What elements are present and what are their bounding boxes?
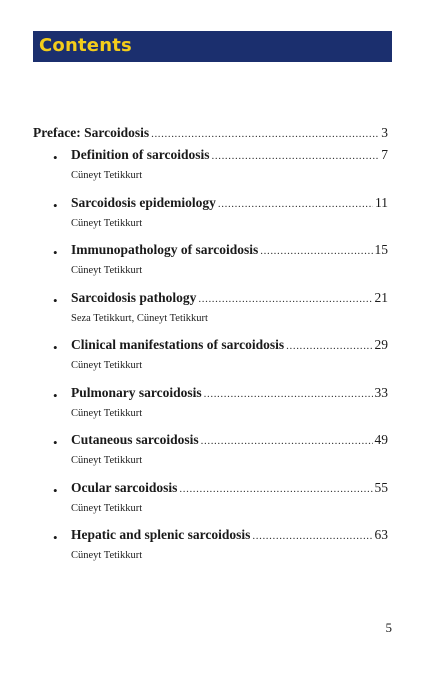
dot-leader: [212, 150, 380, 162]
bullet-icon: •: [53, 435, 58, 450]
bullet-icon: •: [53, 387, 58, 403]
toc-entry-page: 7: [381, 147, 388, 162]
toc-entry[interactable]: [33, 337, 388, 385]
dot-leader: [260, 245, 372, 257]
bullet-icon: •: [53, 197, 58, 213]
toc-entry-author: Cüneyt Tetikkurt: [71, 502, 143, 514]
toc-entry-author: Cüneyt Tetikkurt: [71, 170, 143, 181]
bullet-icon: •: [53, 292, 58, 308]
toc-entry[interactable]: [33, 527, 388, 575]
toc-entry-title: Clinical manifestations of sarcoidosis: [71, 337, 285, 352]
toc-entry[interactable]: [33, 242, 388, 290]
toc-entry[interactable]: [33, 290, 388, 338]
toc-preface-page: 3: [381, 125, 388, 140]
toc-entry-page: 49: [374, 432, 388, 447]
toc-entry-title: Immunopathology of sarcoidosis: [71, 242, 259, 257]
contents-title: Contents: [39, 35, 132, 56]
toc-entry-page: 11: [375, 194, 388, 210]
toc-entry[interactable]: [33, 147, 388, 195]
dot-leader: [218, 198, 373, 210]
dot-leader: [151, 128, 379, 140]
toc-entry-page: 63: [374, 527, 388, 542]
toc-entry[interactable]: [33, 432, 388, 480]
bullet-icon: •: [53, 150, 58, 165]
toc-entry-author: Cüneyt Tetikkurt: [71, 265, 143, 276]
toc-entry-title: Cutaneous sarcoidosis: [71, 432, 199, 447]
toc-entry[interactable]: [33, 195, 388, 243]
bullet-icon: •: [53, 530, 58, 545]
toc-entry-author: Cüneyt Tetikkurt: [71, 455, 143, 466]
toc-entry-title: Ocular sarcoidosis: [71, 479, 178, 495]
toc-entry-page: 29: [374, 337, 388, 352]
bullet-icon: •: [53, 245, 58, 260]
toc-entry-page: 33: [374, 384, 388, 400]
toc-entry-page: 21: [374, 289, 388, 305]
toc-entry-author: Cüneyt Tetikkurt: [71, 550, 143, 561]
page-number: 5: [385, 620, 392, 635]
table-of-contents: [33, 125, 388, 575]
toc-preface-title: Preface: Sarcoidosis: [33, 125, 150, 140]
toc-entry-author: Cüneyt Tetikkurt: [71, 217, 143, 229]
toc-preface[interactable]: [33, 125, 388, 147]
toc-entry[interactable]: [33, 480, 388, 528]
toc-entry-title: Definition of sarcoidosis: [71, 147, 210, 162]
dot-leader: [286, 340, 372, 352]
toc-entry[interactable]: [33, 385, 388, 433]
contents-header-banner: [33, 31, 392, 62]
toc-entry-title: Pulmonary sarcoidosis: [71, 384, 202, 400]
bullet-icon: •: [53, 340, 58, 355]
toc-entry-author: Cüneyt Tetikkurt: [71, 407, 143, 419]
toc-entry-title: Sarcoidosis epidemiology: [71, 194, 216, 210]
dot-leader: [179, 483, 372, 495]
toc-entry-page: 55: [374, 479, 388, 495]
toc-entry-author: Cüneyt Tetikkurt: [71, 360, 143, 371]
dot-leader: [201, 435, 373, 447]
dot-leader: [198, 293, 372, 305]
toc-entry-page: 15: [374, 242, 388, 257]
dot-leader: [204, 388, 373, 400]
toc-entry-author: Seza Tetikkurt, Cüneyt Tetikkurt: [71, 312, 208, 324]
toc-entry-title: Sarcoidosis pathology: [71, 289, 197, 305]
toc-entry-title: Hepatic and splenic sarcoidosis: [71, 527, 251, 542]
bullet-icon: •: [53, 482, 58, 498]
dot-leader: [252, 530, 372, 542]
